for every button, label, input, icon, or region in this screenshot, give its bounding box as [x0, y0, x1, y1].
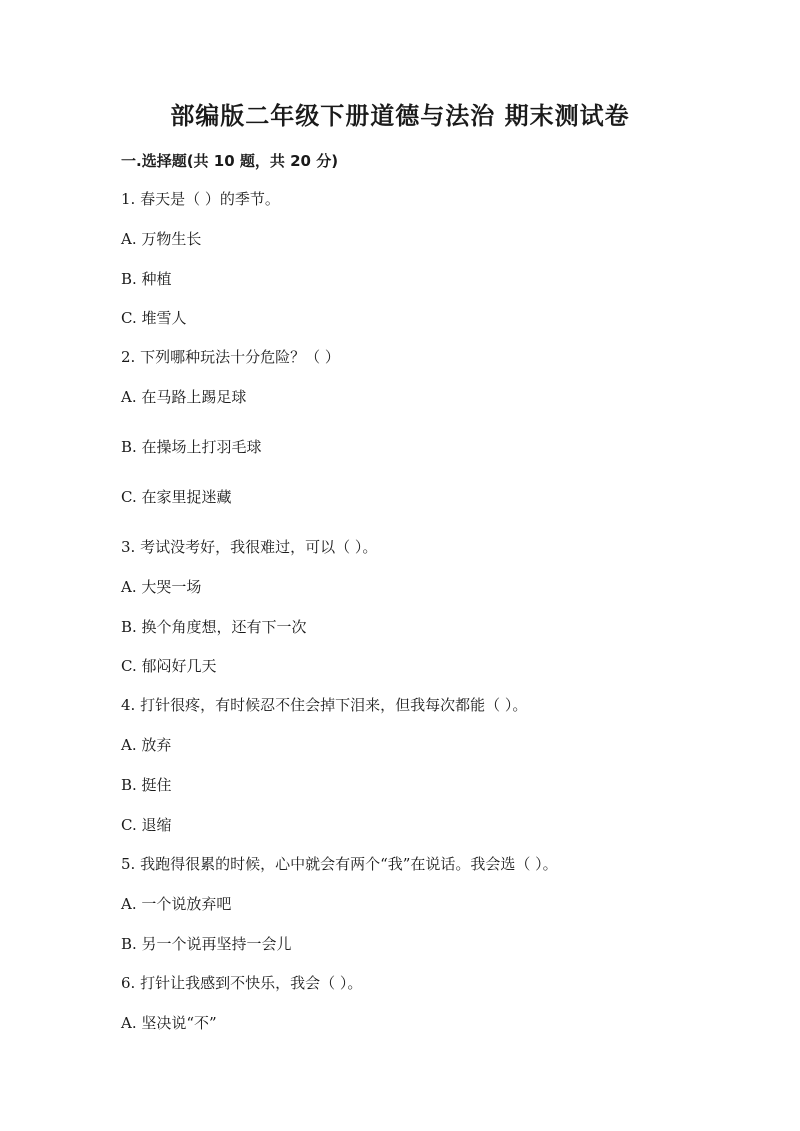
question-1-option-b: B. 种植	[121, 270, 172, 288]
question-6-option-a: A. 坚决说“不”	[121, 1014, 217, 1032]
page-title: 部编版二年级下册道德与法治 期末测试卷	[170, 102, 630, 130]
question-6-stem: 6. 打针让我感到不快乐，我会（ ）。	[121, 974, 363, 992]
question-1-stem: 1. 春天是（ ）的季节。	[121, 190, 280, 208]
question-3-option-b: B. 换个角度想，还有下一次	[121, 618, 307, 636]
question-4-stem: 4. 打针很疼，有时候忍不住会掉下泪来，但我每次都能（ ）。	[121, 696, 528, 714]
question-4-option-b: B. 挺住	[121, 776, 172, 794]
question-4-option-a: A. 放弃	[121, 736, 172, 754]
question-1-option-c: C. 堆雪人	[121, 309, 187, 327]
question-5-option-b: B. 另一个说再坚持一会儿	[121, 935, 292, 953]
question-2-option-b: B. 在操场上打羽毛球	[121, 438, 262, 456]
question-1-option-a: A. 万物生长	[121, 230, 202, 248]
question-2-option-a: A. 在马路上踢足球	[121, 388, 247, 406]
question-4-option-c: C. 退缩	[121, 816, 172, 834]
section-heading: 一.选择题(共 10 题，共 20 分)	[121, 152, 339, 170]
question-2-option-c: C. 在家里捉迷藏	[121, 488, 232, 506]
question-3-option-c: C. 郁闷好几天	[121, 657, 217, 675]
question-5-stem: 5. 我跑得很累的时候，心中就会有两个“我”在说话。我会选（ ）。	[121, 855, 558, 873]
question-2-stem: 2. 下列哪种玩法十分危险？（ ）	[121, 348, 340, 366]
question-3-stem: 3. 考试没考好，我很难过，可以（ ）。	[121, 538, 378, 556]
question-3-option-a: A. 大哭一场	[121, 578, 202, 596]
question-5-option-a: A. 一个说放弃吧	[121, 895, 232, 913]
